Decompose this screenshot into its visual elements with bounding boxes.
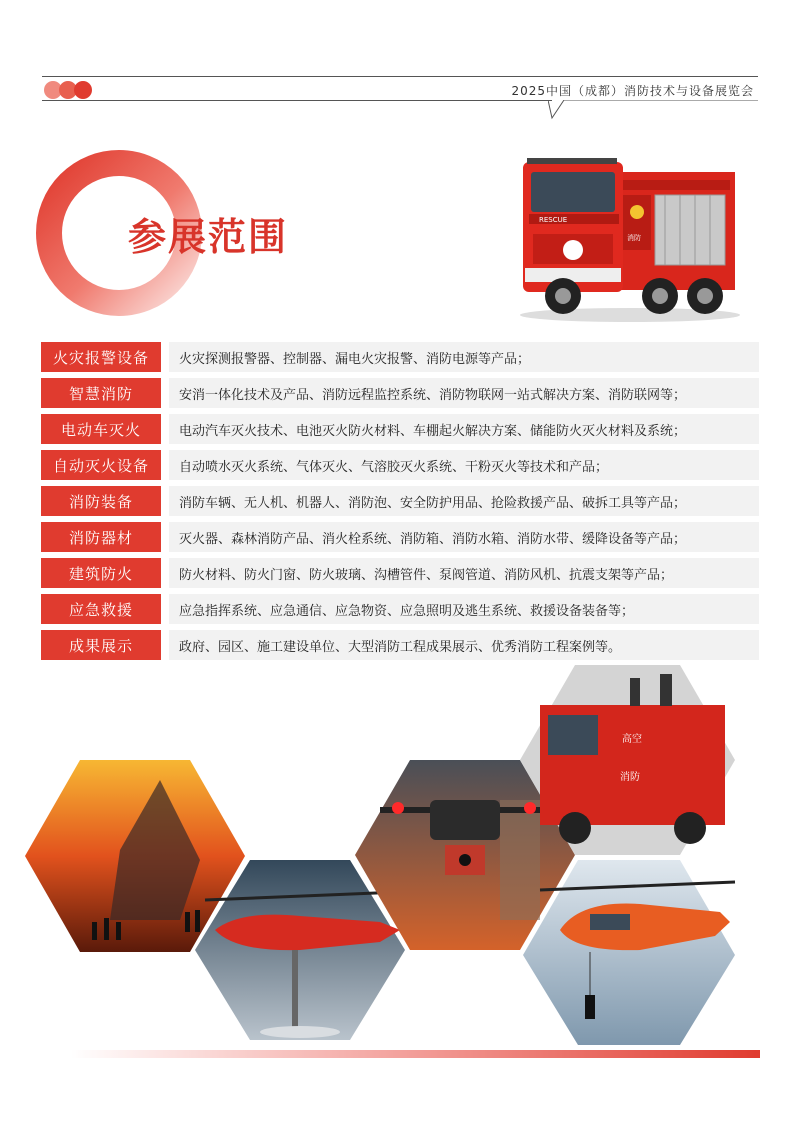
category-description: 灭火器、森林消防产品、消火栓系统、消防箱、消防水箱、消防水带、缓降设备等产品； (169, 522, 759, 552)
category-row (41, 414, 759, 444)
category-label: 火灾报警设备 (41, 342, 161, 372)
header-rule-bottom (42, 100, 552, 101)
photo-collage (0, 660, 800, 1050)
category-description: 应急指挥系统、应急通信、应急物资、应急照明及逃生系统、救援设备装备等； (169, 594, 759, 624)
section-title: 参展范围 (128, 214, 289, 259)
category-row (41, 558, 759, 588)
category-row (41, 522, 759, 552)
category-row (41, 342, 759, 372)
truck-door-text: 消防 (627, 234, 641, 242)
category-description: 防火材料、防火门窗、防火玻璃、沟槽管件、泵阀管道、消防风机、抗震支架等产品； (169, 558, 759, 588)
category-description: 自动喷水灭火系统、气体灭火、气溶胶灭火系统、干粉灭火等技术和产品； (169, 450, 759, 480)
header-notch (548, 100, 758, 120)
category-label: 电动车灭火 (41, 414, 161, 444)
header-rule-top (42, 76, 758, 77)
category-description: 电动汽车灭火技术、电池灭火防火材料、车棚起火解决方案、储能防火灭火材料及系统； (169, 414, 759, 444)
category-description: 安消一体化技术及产品、消防远程监控系统、消防物联网一站式解决方案、消防联网等； (169, 378, 759, 408)
category-description: 政府、园区、施工建设单位、大型消防工程成果展示、优秀消防工程案例等。 (169, 630, 759, 660)
category-list (41, 342, 759, 666)
fire-truck-image (505, 150, 745, 325)
category-label: 自动灭火设备 (41, 450, 161, 480)
category-label: 成果展示 (41, 630, 161, 660)
category-row (41, 594, 759, 624)
category-description: 火灾探测报警器、控制器、漏电火灾报警、消防电源等产品； (169, 342, 759, 372)
footer-gradient-bar (70, 1050, 760, 1058)
category-label: 消防装备 (41, 486, 161, 516)
category-label: 应急救援 (41, 594, 161, 624)
category-row (41, 450, 759, 480)
category-description: 消防车辆、无人机、机器人、消防泡、安全防护用品、抢险救援产品、破拆工具等产品； (169, 486, 759, 516)
category-row (41, 630, 759, 660)
header-title: 2025中国（成都）消防技术与设备展览会 (511, 84, 754, 98)
category-label: 消防器材 (41, 522, 161, 552)
category-label: 建筑防火 (41, 558, 161, 588)
category-row (41, 486, 759, 516)
header-dots (44, 81, 94, 99)
truck-side-text: 高空 (622, 734, 642, 745)
dot-icon (74, 81, 92, 99)
truck-door-label: 消防 (620, 772, 640, 783)
category-label: 智慧消防 (41, 378, 161, 408)
truck-cab-text: RESCUE (539, 216, 568, 224)
category-row (41, 378, 759, 408)
